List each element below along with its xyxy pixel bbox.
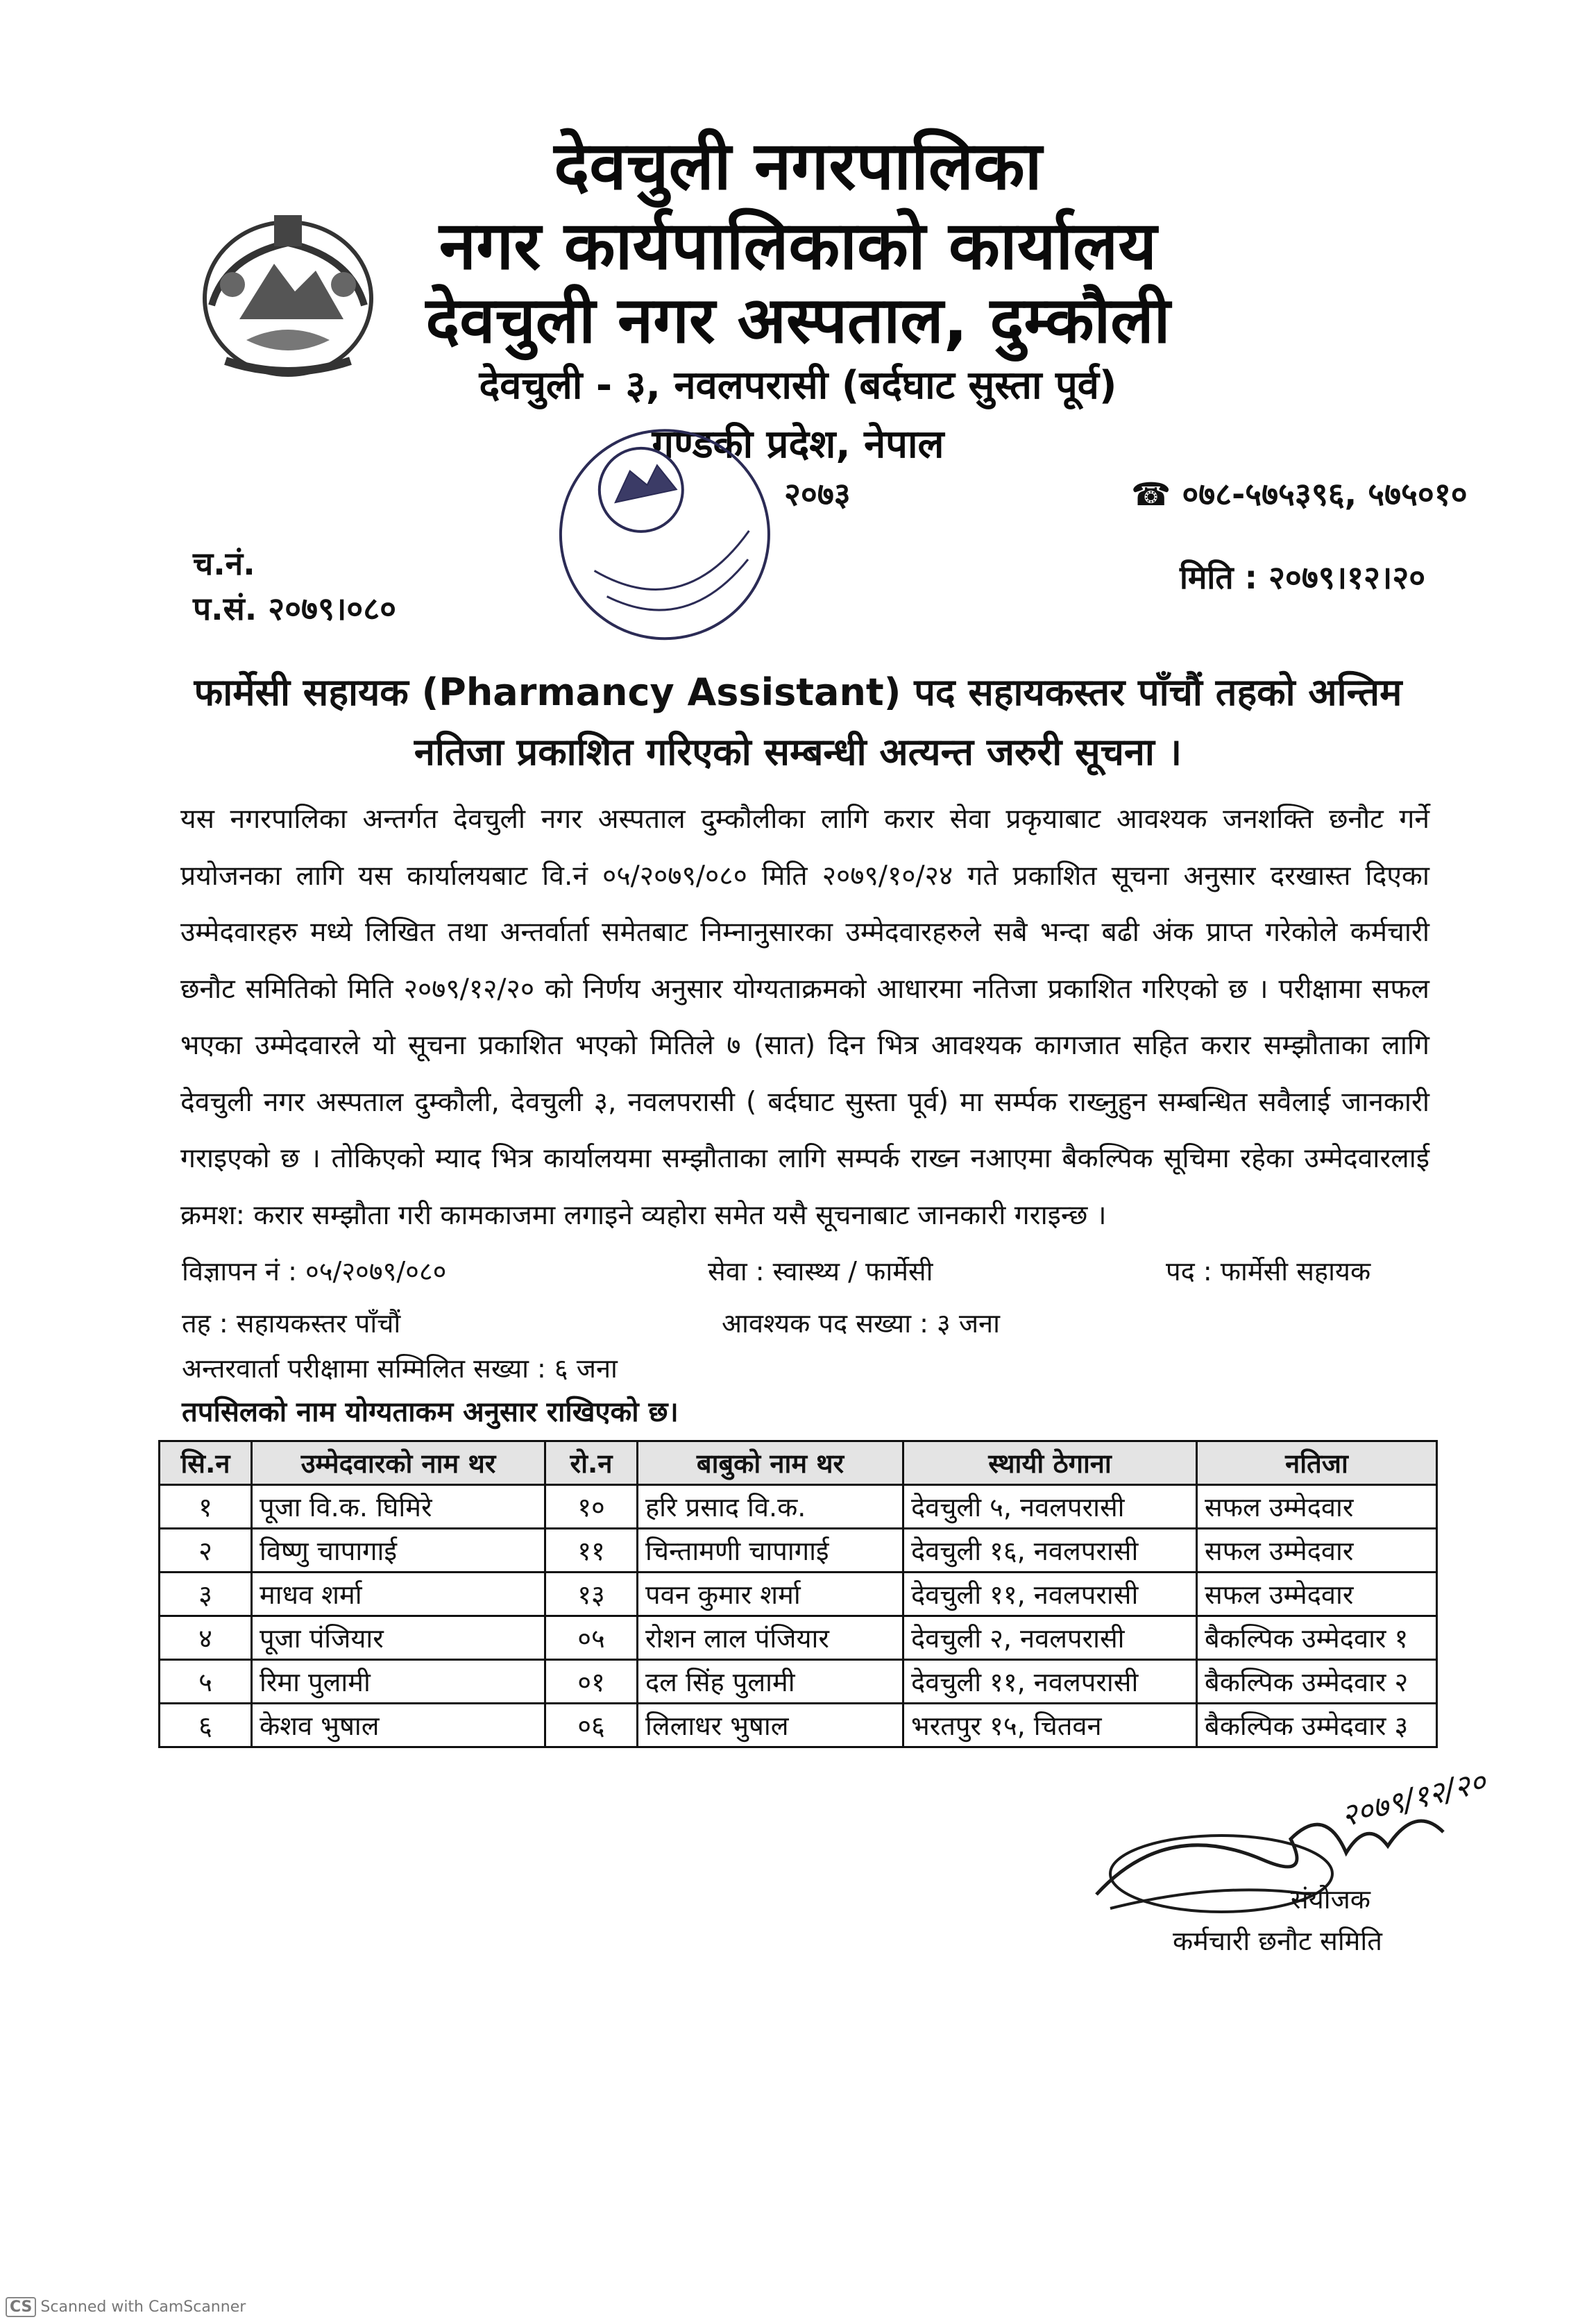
- notice-body: यस नगरपालिका अन्तर्गत देवचुली नगर अस्पताल दुम्कौलीका लागि करार सेवा प्रकृयाबाट आवश्यक जनशक्ति छनौट गर्ने प्रयोजनका लागि यस कार्यालयबाट वि.नं ०५/२०७९/०८० मिति २०७९/१०/२४ गते प्रकाशित सूचना अनुसार दरखास्त दिएका उम्मेदवारहरु मध्ये लिखित तथा अन्तर्वार्ता समेतबाट निम्नानुसारका उम्मेदवारहरुले सबै भन्दा बढी अंक प्राप्त गरेकोले कर्मचारी छनौट समितिको मिति २०७९/१२/२० को निर्णय अनुसार योग्यताक्रमको आधारमा नतिजा प्रकाशित गरिएको छ । परीक्षामा सफल भएका उम्मेदवारले यो सूचना प्रकाशित भएको मितिले ७ (सात) दिन भित्र आवश्यक कागजात सहित करार सम्झौताका लागि देवचुली नगर अस्पताल दुम्कौली, देवचुली ३, नवलपरासी ( बर्दघाट सुस्ता पूर्व) मा सर्म्पक राख्नुहुन सम्बन्धित सवैलाई जानकारी गराइएको छ । तोकिएको म्याद भित्र कार्यालयमा सम्झौताका लागि सम्पर्क राख्न नआएमा बैकल्पिक सूचिमा रहेका उम्मेदवारलाई क्रमश: करार सम्झौता गरी कामकाजमा लगाइने व्यहोरा समेत यसै सूचनाबाट जानकारी गराइन्छ ।: [180, 804, 1429, 1231]
- table-header-row: [160, 1441, 1437, 1485]
- office-name: नगर कार्यपालिकाको कार्यालय: [439, 207, 1157, 285]
- cell-serial: १: [160, 1485, 252, 1529]
- column-header-address: स्थायी ठेगाना: [903, 1441, 1197, 1485]
- phone-number: ☎ ०७८-५७५३९६, ५७५०१०: [1131, 475, 1468, 513]
- cell-result: बैकल्पिक उम्मेदवार ३: [1197, 1704, 1437, 1747]
- table-row: [160, 1616, 1437, 1660]
- table-row: [160, 1485, 1437, 1529]
- committee-name: कर्मचारी छनौट समिति: [1173, 1926, 1382, 1956]
- column-header-father: बाबुको नाम थर: [638, 1441, 903, 1485]
- column-header-serial: सि.न: [160, 1441, 252, 1485]
- cell-result: बैकल्पिक उम्मेदवार १: [1197, 1616, 1437, 1660]
- office-seal-icon: [548, 416, 784, 666]
- cell-address: देवचुली ५, नवलपरासी: [903, 1485, 1197, 1529]
- cell-serial: ५: [160, 1660, 252, 1704]
- established-year: २०७३: [784, 475, 851, 513]
- table-caption: तपसिलको नाम योग्यताकम अनुसार राखिएको छ।: [182, 1396, 679, 1428]
- table-row: [160, 1660, 1437, 1704]
- cell-roll: ११: [545, 1529, 638, 1573]
- post-level: तह : सहायकस्तर पाँचौं: [182, 1308, 401, 1339]
- post-name: पद : फार्मेसी सहायक: [1166, 1256, 1371, 1287]
- cell-roll: १३: [545, 1573, 638, 1616]
- cell-serial: २: [160, 1529, 252, 1573]
- cell-candidate: पूजा वि.क. घिमिरे: [252, 1485, 545, 1529]
- cell-candidate: विष्णु चापागाई: [252, 1529, 545, 1573]
- vacancy-count: आवश्यक पद सख्या : ३ जना: [722, 1308, 1000, 1339]
- hospital-name: देवचुली नगर अस्पताल, दुम्कौली: [425, 283, 1171, 357]
- notice-date: मिति : २०७९।१२।२०: [1180, 559, 1426, 596]
- table-row: [160, 1704, 1437, 1747]
- cell-serial: ६: [160, 1704, 252, 1747]
- cell-candidate: माधव शर्मा: [252, 1573, 545, 1616]
- address-line: देवचुली - ३, नवलपरासी (बर्दघाट सुस्ता पूर्व): [479, 363, 1117, 408]
- cell-roll: ०६: [545, 1704, 638, 1747]
- signatory-role: संयोजक: [1291, 1884, 1370, 1915]
- cell-roll: ०५: [545, 1616, 638, 1660]
- cell-father: दल सिंह पुलामी: [638, 1660, 903, 1704]
- interview-count: अन्तरवार्ता परीक्षामा सम्मिलित सख्या : ६ जना: [182, 1353, 618, 1384]
- municipality-name: देवचुली नगरपालिका: [554, 127, 1042, 205]
- column-header-roll: रो.न: [545, 1441, 638, 1485]
- cell-candidate: रिमा पुलामी: [252, 1660, 545, 1704]
- cell-address: देवचुली ११, नवलपरासी: [903, 1660, 1197, 1704]
- signature-date: २०७९/१२/२०: [1337, 1763, 1490, 1834]
- column-header-result: नतिजा: [1197, 1441, 1437, 1485]
- province-line: गण्डकी प्रदेश, नेपाल: [652, 422, 944, 467]
- cell-father: चिन्तामणी चापागाई: [638, 1529, 903, 1573]
- cell-address: देवचुली १६, नवलपरासी: [903, 1529, 1197, 1573]
- service-type: सेवा : स्वास्थ्य / फार्मेसी: [708, 1256, 933, 1287]
- cell-result: सफल उम्मेदवार: [1197, 1485, 1437, 1529]
- column-header-candidate: उम्मेदवारको नाम थर: [252, 1441, 545, 1485]
- cell-result: बैकल्पिक उम्मेदवार २: [1197, 1660, 1437, 1704]
- cell-roll: १०: [545, 1485, 638, 1529]
- cell-result: सफल उम्मेदवार: [1197, 1529, 1437, 1573]
- table-row: [160, 1529, 1437, 1573]
- cell-address: देवचुली ११, नवलपरासी: [903, 1573, 1197, 1616]
- notice-title-line1: फार्मेसी सहायक (Pharmancy Assistant) पद सहायकस्तर पाँचौं तहको अन्तिम: [194, 670, 1402, 714]
- cell-father: लिलाधर भुषाल: [638, 1704, 903, 1747]
- cell-candidate: पूजा पंजियार: [252, 1616, 545, 1660]
- cell-result: सफल उम्मेदवार: [1197, 1573, 1437, 1616]
- cell-candidate: केशव भुषाल: [252, 1704, 545, 1747]
- cell-father: रोशन लाल पंजियार: [638, 1616, 903, 1660]
- cell-serial: ३: [160, 1573, 252, 1616]
- cell-roll: ०१: [545, 1660, 638, 1704]
- scanner-watermark: [6, 2297, 246, 2317]
- cell-father: पवन कुमार शर्मा: [638, 1573, 903, 1616]
- cell-address: भरतपुर १५, चितवन: [903, 1704, 1197, 1747]
- notice-title: [173, 663, 1423, 782]
- cell-father: हरि प्रसाद वि.क.: [638, 1485, 903, 1529]
- reference-cha-na: च.नं.: [193, 545, 255, 582]
- cell-serial: ४: [160, 1616, 252, 1660]
- camscanner-logo-icon: CS: [6, 2297, 36, 2317]
- reference-pa-sa: प.सं. २०७९।०८०: [193, 590, 397, 627]
- notice-title-line2: नतिजा प्रकाशित गरिएको सम्बन्धी अत्यन्त जरुरी सूचना ।: [414, 730, 1182, 774]
- results-table: [158, 1440, 1438, 1748]
- table-row: [160, 1573, 1437, 1616]
- scanner-text: Scanned with CamScanner: [40, 2298, 246, 2316]
- advert-number: विज्ञापन नं : ०५/२०७९/०८०: [182, 1256, 447, 1287]
- cell-address: देवचुली २, नवलपरासी: [903, 1616, 1197, 1660]
